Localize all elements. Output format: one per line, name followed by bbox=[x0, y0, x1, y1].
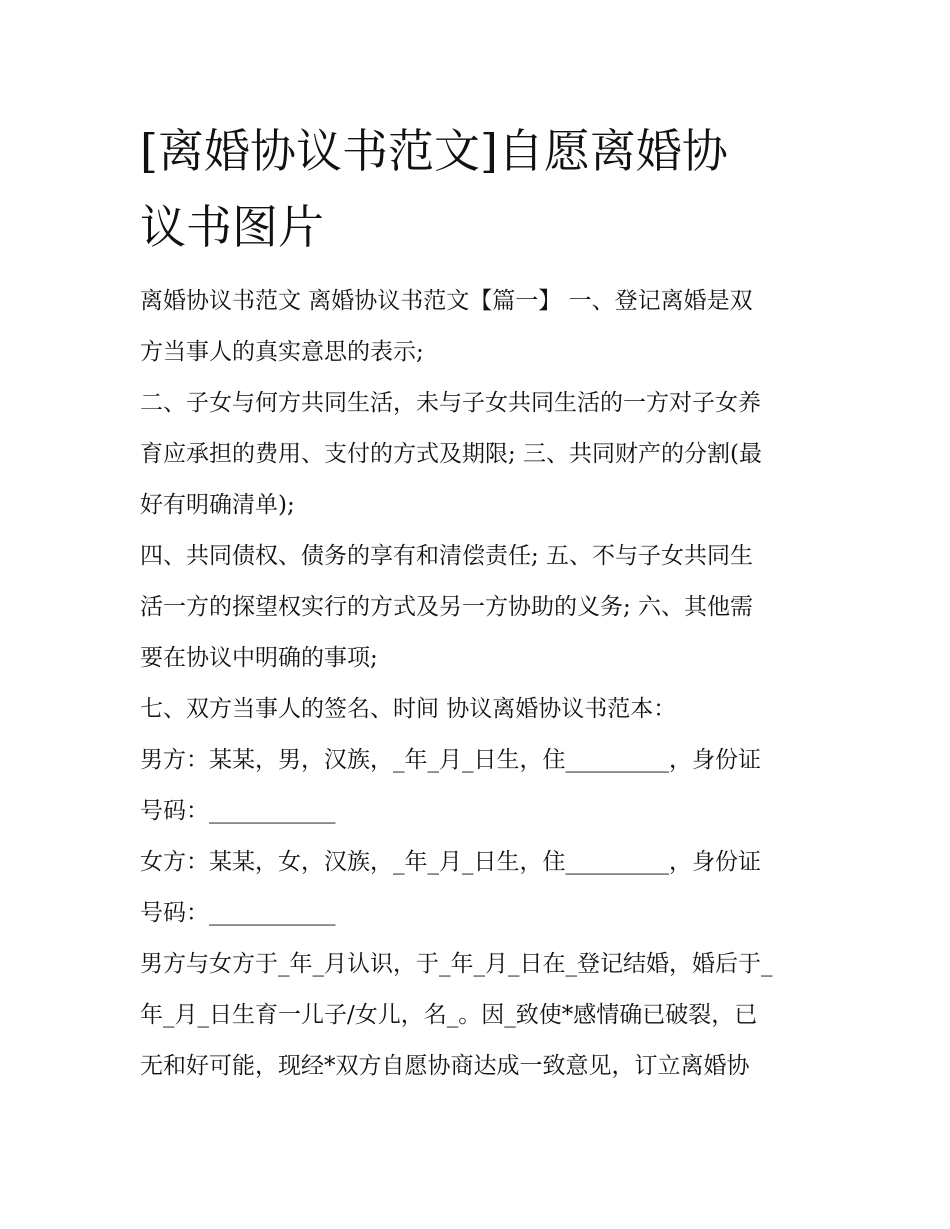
body-line: 年_月_日生育一儿子/女儿，名_。因_致使*感情确已破裂，已 bbox=[140, 1002, 758, 1028]
body-line: 男方：某某，男，汉族，_年_月_日生，住_________，身份证 bbox=[140, 747, 761, 773]
body-line: 号码：___________ bbox=[140, 900, 336, 926]
body-line: 无和好可能，现经*双方自愿协商达成一致意见，订立离婚协 bbox=[140, 1053, 750, 1079]
body-line: 方当事人的真实意思的表示; bbox=[140, 339, 424, 365]
body-line: 离婚协议书范文 离婚协议书范文【篇一】 一、登记离婚是双 bbox=[140, 288, 753, 314]
body-line: 女方：某某，女，汉族，_年_月_日生，住_________，身份证 bbox=[140, 849, 761, 875]
body-line: 男方与女方于_年_月认识，于_年_月_日在_登记结婚，婚后于_ bbox=[140, 951, 773, 977]
body-line: 活一方的探望权实行的方式及另一方协助的义务; 六、其他需 bbox=[140, 594, 754, 620]
title-line-2: 议书图片 bbox=[140, 200, 324, 254]
body-line: 要在协议中明确的事项; bbox=[140, 645, 378, 671]
body-line: 二、子女与何方共同生活，未与子女共同生活的一方对子女养 bbox=[140, 390, 761, 416]
title-line-1: [离婚协议书范文]自愿离婚协 bbox=[140, 124, 728, 178]
body-line: 育应承担的费用、支付的方式及期限; 三、共同财产的分割(最 bbox=[140, 441, 763, 467]
document-title bbox=[140, 113, 840, 265]
body-line: 号码：___________ bbox=[140, 798, 336, 824]
body-line: 四、共同债权、债务的享有和清偿责任; 五、不与子女共同生 bbox=[140, 543, 754, 569]
body-line: 好有明确清单); bbox=[140, 492, 295, 518]
document-body bbox=[140, 276, 820, 1092]
body-line: 七、双方当事人的签名、时间 协议离婚协议书范本： bbox=[140, 696, 677, 722]
